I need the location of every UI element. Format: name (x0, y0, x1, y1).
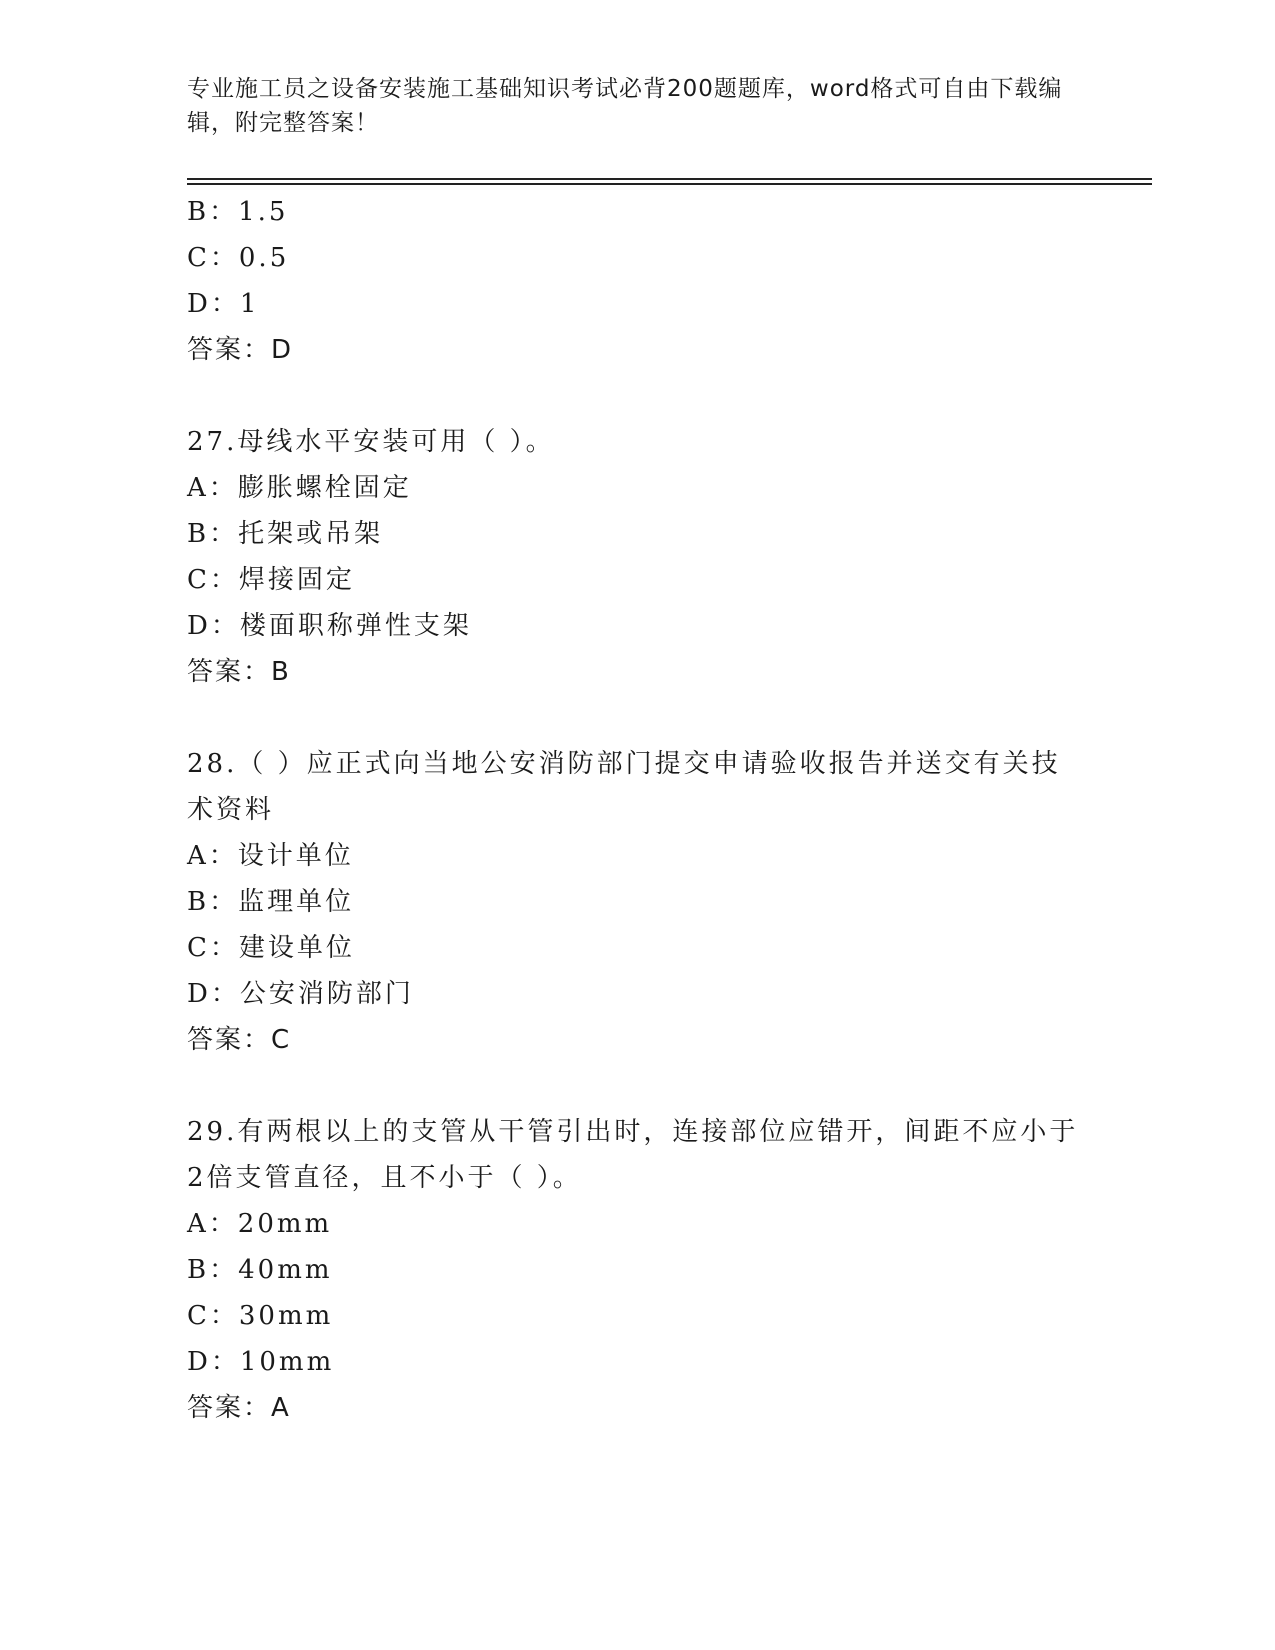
document-header: 专业施工员之设备安装施工基础知识考试必背200题题库，word格式可自由下载编辑，附完整答案！ (187, 76, 1063, 136)
option-b: B：1.5 (187, 197, 289, 227)
question-29 (187, 1109, 1087, 1431)
option-c: C：0.5 (187, 243, 290, 273)
option-d: D：楼面职称弹性支架 (187, 611, 472, 641)
option-d: D：公安消防部门 (187, 979, 414, 1009)
header-rule-bottom (187, 183, 1152, 185)
option-d: D：10mm (187, 1347, 335, 1377)
question-28 (187, 741, 1087, 1063)
option-c: C：焊接固定 (187, 565, 355, 595)
spacer (187, 1063, 1087, 1109)
option-b: B：40mm (187, 1255, 333, 1285)
option-d: D：1 (187, 289, 260, 319)
continued-question (187, 189, 1087, 373)
answer-line: 答案：C (187, 1025, 292, 1055)
spacer (187, 695, 1087, 741)
spacer (187, 373, 1087, 419)
question-stem: 28.（ ）应正式向当地公安消防部门提交申请验收报告并送交有关技术资料 (187, 749, 1061, 825)
answer-line: 答案：B (187, 657, 291, 687)
question-stem: 29.有两根以上的支管从干管引出时，连接部位应错开，间距不应小于2倍支管直径，且不小于（ ）。 (187, 1117, 1079, 1193)
option-b: B：托架或吊架 (187, 519, 384, 549)
option-a: A：设计单位 (187, 841, 354, 871)
option-a: A：膨胀螺栓固定 (187, 473, 412, 503)
question-list (187, 189, 1087, 1431)
question-stem: 27.母线水平安装可用（ ）。 (187, 427, 555, 457)
header-rule-top (187, 178, 1152, 180)
answer-line: 答案：D (187, 335, 294, 365)
option-c: C：建设单位 (187, 933, 355, 963)
answer-line: 答案：A (187, 1393, 291, 1423)
option-c: C：30mm (187, 1301, 334, 1331)
question-27 (187, 419, 1087, 695)
option-a: A：20mm (187, 1209, 333, 1239)
option-b: B：监理单位 (187, 887, 355, 917)
